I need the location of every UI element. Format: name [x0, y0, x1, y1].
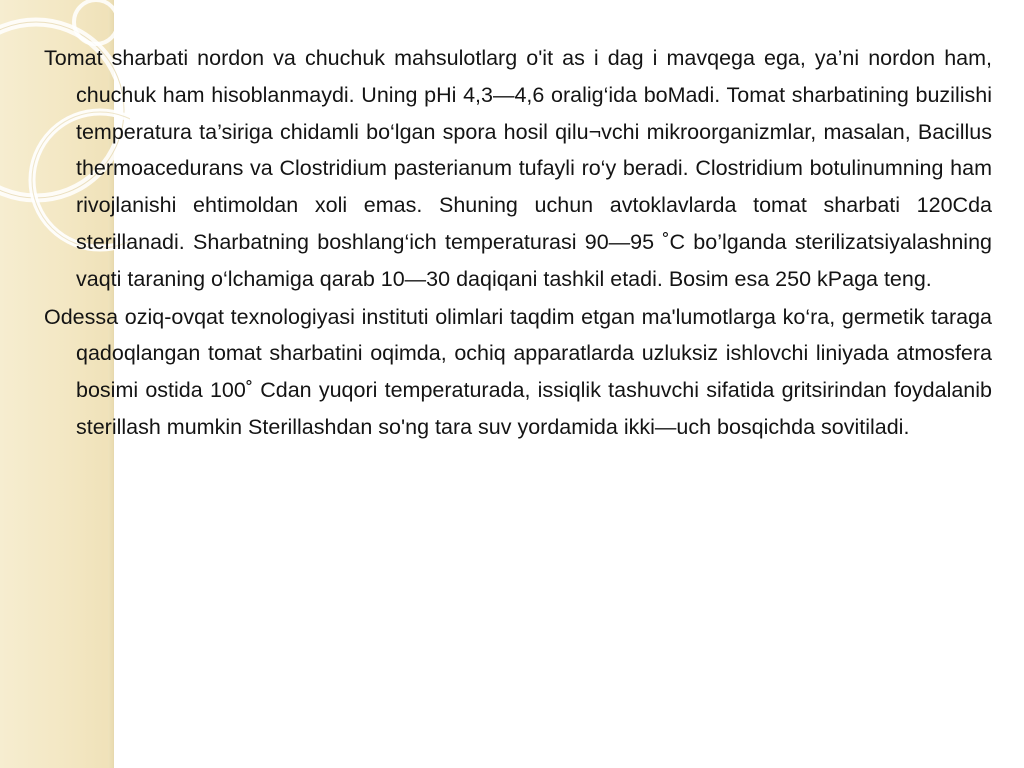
slide-body	[44, 40, 992, 447]
paragraph-odessa-institute: Odessa oziq-ovqat texnologiyasi instituti olimlari taqdim etgan ma'lumotlarga ko‘ra, germetik taraga qadoqlangan tomat sharbatini oqimda, ochiq apparatlarda uzluksiz ishlovchi liniyada atmosfera bosimi ostida 100˚ Cdan yuqori temperaturada, issiqlik tashuvchi sifatida gritsirindan foydalanib sterillash mumkin Sterillashdan so'ng tara suv yordamida ikki—uch bosqichda sovitiladi.	[44, 304, 992, 439]
paragraph-sterilization: Tomat sharbati nordon va chuchuk mahsulotlarg o'it as i dag i mavqega ega, ya’ni nordon ham, chuchuk ham hisoblanmaydi. Uning pHi 4,3—4,6 oralig‘ida boMadi. Tomat sharbatining buzilishi temperatura ta’siriga chidamli bo‘lgan spora hosil qilu¬vchi mikroorganizmlar, masalan, Bacillus thermoacedurans va Clostridium pasterianum tufayli ro‘y beradi. Clostridium botulinumning ham rivojlanishi ehtimoldan xoli emas. Shuning uchun avtoklavlarda tomat sharbati 120Cda sterillanadi. Sharbatning boshlang‘ich temperaturasi 90—95 ˚C bo’lganda sterilizatsiyalashning vaqti taraning o‘lchamiga qarab 10—30 daqiqani tashkil etadi. Bosim esa 250 kPaga teng.	[44, 46, 992, 291]
ring-icon	[74, 0, 118, 44]
